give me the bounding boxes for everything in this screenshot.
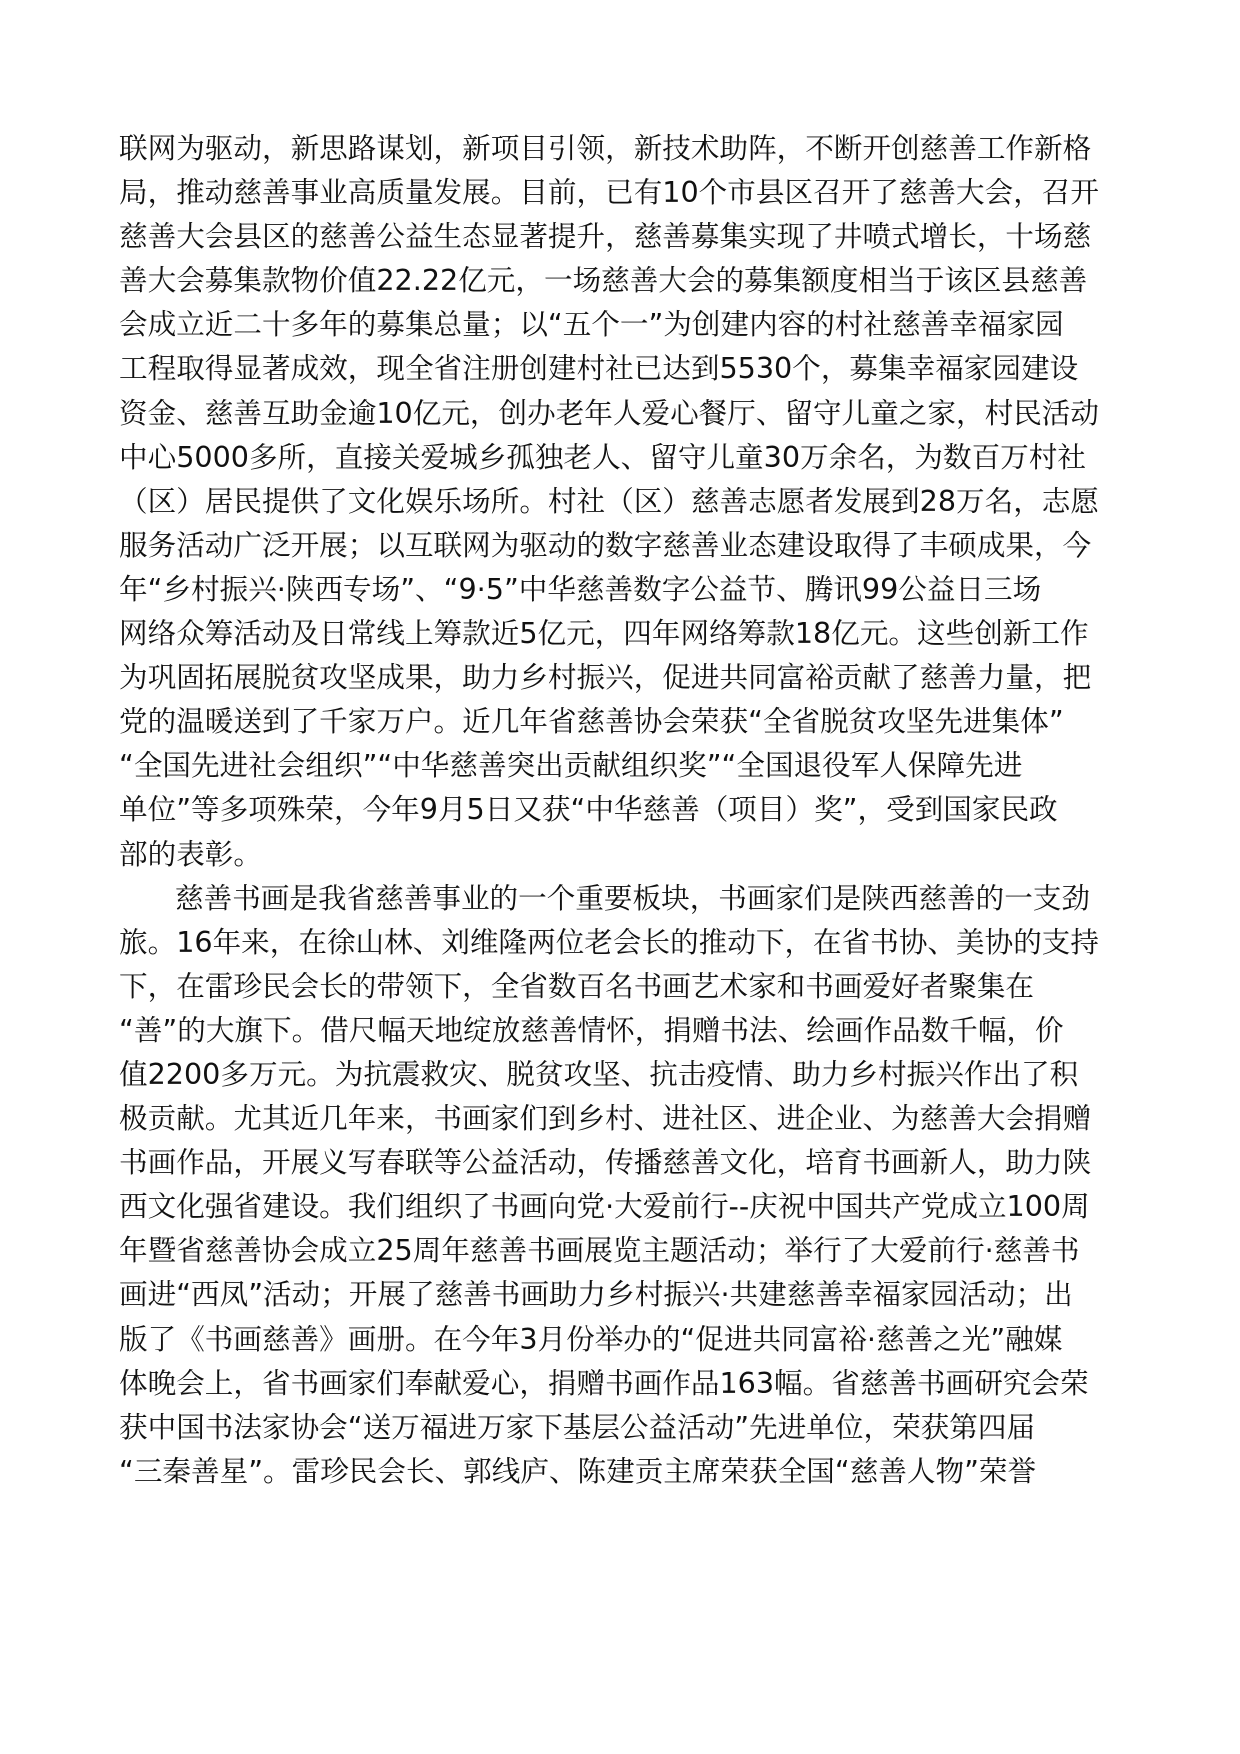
text-line: 获中国书法家协会“送万福进万家下基层公益活动”先进单位，荣获第四届	[119, 1409, 1036, 1444]
text-line: 画进“西凤”活动；开展了慈善书画助力乡村振兴·共建慈善幸福家园活动；出	[119, 1277, 1073, 1312]
text-line: 慈善书画是我省慈善事业的一个重要板块，书画家们是陕西慈善的一支劲	[175, 880, 1091, 915]
text-line: 值2200多万元。为抗震救灾、脱贫攻坚、抗击疫情、助力乡村振兴作出了积	[119, 1056, 1079, 1091]
text-line: 书画作品，开展义写春联等公益活动，传播慈善文化，培育书画新人，助力陕	[119, 1145, 1092, 1180]
text-line: 极贡献。尤其近几年来，书画家们到乡村、进社区、进企业、为慈善大会捐赠	[119, 1101, 1092, 1136]
text-line: 体晚会上，省书画家们奉献爱心，捐赠书画作品163幅。省慈善书画研究会荣	[119, 1365, 1089, 1400]
document-body	[119, 126, 1119, 1493]
text-line: 单位”等多项殊荣，今年9月5日又获“中华慈善（项目）奖”，受到国家民政	[119, 792, 1058, 827]
paragraph-1	[119, 126, 1119, 876]
text-line: 资金、慈善互助金逾10亿元，创办老年人爱心餐厅、留守儿童之家，村民活动	[119, 395, 1099, 430]
text-line: 版了《书画慈善》画册。在今年3月份举办的“促进共同富裕·慈善之光”融媒	[119, 1321, 1063, 1356]
text-line: 部的表彰。	[119, 836, 262, 871]
text-line: “三秦善星”。雷珍民会长、郭线庐、陈建贡主席荣获全国“慈善人物”荣誉	[119, 1453, 1037, 1488]
text-line: “善”的大旗下。借尺幅天地绽放慈善情怀，捐赠书法、绘画作品数千幅，价	[119, 1012, 1064, 1047]
text-line: 善大会募集款物价值22.22亿元，一场慈善大会的募集额度相当于该区县慈善	[119, 263, 1088, 298]
paragraph-2	[119, 876, 1119, 1493]
text-line: 会成立近二十多年的募集总量；以“五个一”为创建内容的村社慈善幸福家园	[119, 307, 1064, 342]
text-line: 工程取得显著成效，现全省注册创建村社已达到5530个，募集幸福家园建设	[119, 351, 1079, 386]
text-line: 慈善大会县区的慈善公益生态显著提升，慈善募集实现了井喷式增长，十场慈	[119, 219, 1092, 254]
text-line: “全国先进社会组织”“中华慈善突出贡献组织奖”“全国退役军人保障先进	[119, 748, 1023, 783]
text-line: 西文化强省建设。我们组织了书画向党·大爱前行--庆祝中国共产党成立100周	[119, 1189, 1090, 1224]
text-line: 联网为驱动，新思路谋划，新项目引领，新技术助阵，不断开创慈善工作新格	[119, 131, 1092, 165]
text-line: 旅。16年来，在徐山林、刘维隆两位老会长的推动下，在省书协、美协的支持	[119, 924, 1099, 959]
text-line: 党的温暖送到了千家万户。近几年省慈善协会荣获“全省脱贫攻坚先进集体”	[119, 704, 1064, 739]
text-line: 年“乡村振兴·陕西专场”、“9·5”中华慈善数字公益节、腾讯99公益日三场	[119, 571, 1042, 606]
text-line: 局，推动慈善事业高质量发展。目前，已有10个市县区召开了慈善大会，召开	[119, 175, 1099, 210]
text-line: 网络众筹活动及日常线上筹款近5亿元，四年网络筹款18亿元。这些创新工作	[119, 616, 1089, 651]
text-line: 服务活动广泛开展；以互联网为驱动的数字慈善业态建设取得了丰硕成果，今	[119, 527, 1092, 562]
text-line: （区）居民提供了文化娱乐场所。村社（区）慈善志愿者发展到28万名，志愿	[119, 483, 1099, 518]
text-line: 年暨省慈善协会成立25周年慈善书画展览主题活动；举行了大爱前行·慈善书	[119, 1233, 1080, 1268]
text-line: 为巩固拓展脱贫攻坚成果，助力乡村振兴，促进共同富裕贡献了慈善力量，把	[119, 660, 1092, 695]
text-line: 中心5000多所，直接关爱城乡孤独老人、留守儿童30万余名，为数百万村社	[119, 439, 1086, 474]
text-line: 下，在雷珍民会长的带领下，全省数百名书画艺术家和书画爱好者聚集在	[119, 968, 1035, 1003]
